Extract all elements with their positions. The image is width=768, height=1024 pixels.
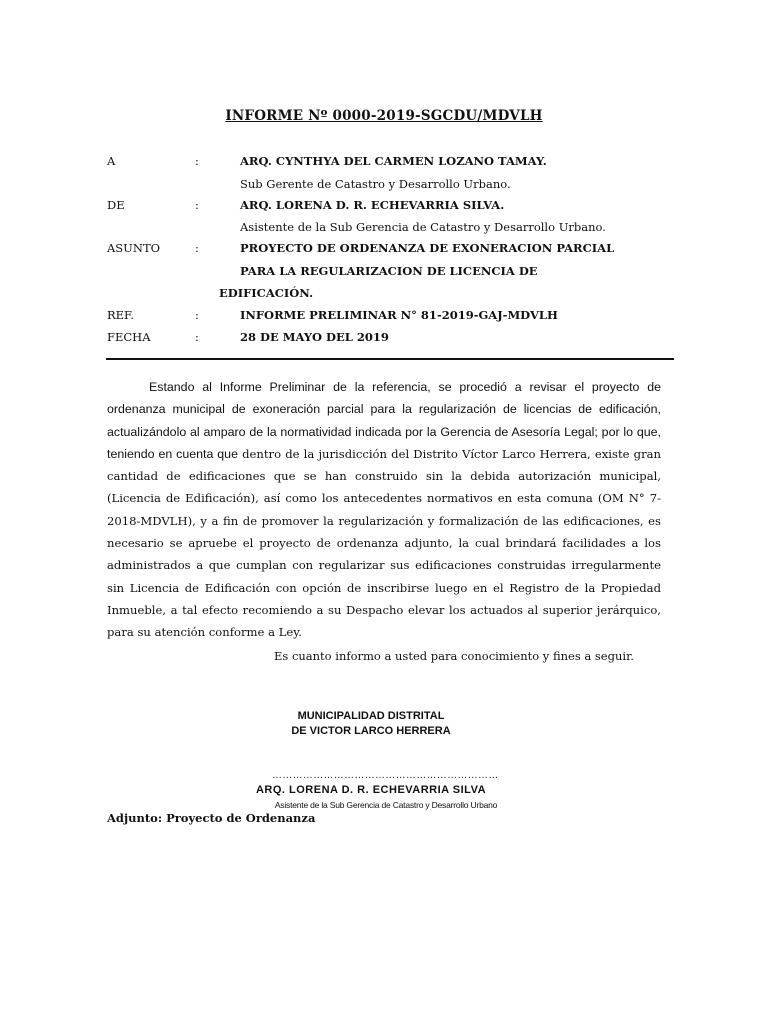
closing-sentence: Es cuanto informo a usted para conocimiento y fines a seguir.	[274, 649, 634, 663]
attachment-note: Adjunto: Proyecto de Ordenanza	[107, 811, 316, 825]
from-label: DE	[107, 198, 125, 212]
date-value: 28 DE MAYO DEL 2019	[240, 330, 389, 344]
body-part-2: dentro de la jurisdicción del Distrito Víctor Larco Herrera, existe gran cantidad de edificaciones que se han construido sin la debida autorización municipal, (Licencia de Edificación), así como los antecedentes normativos en esta comuna (OM N° 7-2018-MDVLH), y a fin de promover la regularización y formalización de las edificaciones, es necesario se apruebe el proyecto de ordenanza adjunto, la cual brindará facilidades a los administrados a que cumplan con regularizar sus edificaciones construidas irregularmente sin Licencia de Edificación con opción de inscribirse luego en el Registro de la Propiedad Inmueble, a tal efecto recomiendo a su Despacho elevar los actuados al superior jerárquico, para su atención conforme a Ley.	[107, 446, 661, 640]
to-colon: :	[195, 154, 199, 168]
signer-name: ARQ. LORENA D. R. ECHEVARRIA SILVA	[255, 784, 487, 796]
municipality-line-2: DE VICTOR LARCO HERRERA	[291, 725, 451, 737]
to-recipient: ARQ. CYNTHYA DEL CARMEN LOZANO TAMAY.	[240, 154, 547, 168]
to-recipient-title: Sub Gerente de Catastro y Desarrollo Urbano.	[240, 177, 511, 191]
from-colon: :	[195, 198, 199, 212]
subject-colon: :	[195, 241, 199, 255]
date-label: FECHA	[107, 330, 151, 344]
municipality-line-1: MUNICIPALIDAD DISTRITAL	[297, 710, 445, 722]
to-label: A	[107, 154, 116, 168]
from-sender-title: Asistente de la Sub Gerencia de Catastro y Desarrollo Urbano.	[240, 220, 606, 234]
from-sender: ARQ. LORENA D. R. ECHEVARRIA SILVA.	[240, 198, 505, 212]
date-colon: :	[195, 330, 199, 344]
ref-value: INFORME PRELIMINAR N° 81-2019-GAJ-MDVLH	[240, 308, 558, 322]
body-part-1: Estando al Informe Preliminar de la referencia, se procedió a revisar el proyecto de ordenanza municipal de exoneración parcial para la regularización de licencias de edificación, actualizándolo al amparo de la normatividad indicada por la Gerencia de Asesoría Legal; por lo que, teniendo en cuenta que	[107, 380, 661, 461]
report-title: INFORME Nº 0000-2019-SGCDU/MDVLH	[225, 108, 543, 124]
subject-line-3: EDIFICACIÓN.	[219, 286, 314, 300]
signature-line: …………………………………………………………	[272, 770, 499, 781]
body-text	[107, 376, 661, 644]
body-paragraph	[107, 376, 661, 644]
subject-line-1: PROYECTO DE ORDENANZA DE EXONERACION PARCIAL	[240, 241, 615, 255]
signer-title: Asistente de la Sub Gerencia de Catastro y Desarrollo Urbano	[274, 800, 498, 810]
ref-colon: :	[195, 308, 199, 322]
subject-line-2: PARA LA REGULARIZACION DE LICENCIA DE	[240, 264, 538, 278]
ref-label: REF.	[107, 308, 134, 322]
subject-label: ASUNTO	[107, 241, 161, 255]
header-divider	[106, 358, 674, 360]
